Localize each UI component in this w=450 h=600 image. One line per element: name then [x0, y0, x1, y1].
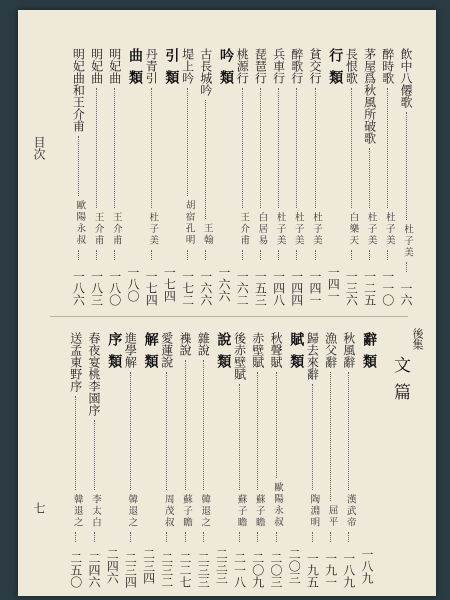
entry-title: 襍說 [178, 332, 192, 356]
category-heading: 吟類 [218, 48, 234, 92]
toc-entry[interactable] [273, 48, 285, 306]
entry-title: 飲中八僊歌 [399, 48, 413, 108]
entry-author: 漢武帝 [344, 493, 356, 528]
entry-page-number: 一二五 [362, 270, 377, 306]
leader-dots [78, 136, 79, 196]
leader-dots [260, 250, 261, 260]
entry-author: 杜子美 [402, 223, 413, 258]
leader-dots [94, 420, 95, 490]
entry-author: 杜子美 [147, 211, 159, 246]
leader-dots [239, 384, 240, 490]
leader-dots [312, 384, 313, 490]
entry-title: 漁父辭 [323, 332, 338, 368]
toc-entry[interactable] [234, 332, 246, 588]
leader-dots [203, 532, 204, 542]
entry-title: 春夜宴桃李園序 [87, 332, 101, 416]
entry-title: 雜說 [196, 332, 211, 356]
leader-dots [257, 532, 258, 542]
leader-dots [187, 250, 188, 260]
toc-entry[interactable] [252, 332, 264, 588]
entry-page-number: 二五〇 [68, 552, 83, 588]
entry-page-number: 一八六 [71, 270, 86, 306]
entry-page-number: 二三二 [159, 552, 174, 588]
toc-entry[interactable] [91, 48, 103, 306]
entry-author: 歐陽永叔 [272, 482, 283, 528]
toc-entry[interactable] [345, 48, 357, 306]
entry-page-number: 二三三 [196, 552, 211, 588]
entry-page-number: 一八〇 [107, 270, 122, 306]
entry-page-number: 一三六 [344, 270, 359, 306]
leader-dots [185, 360, 186, 490]
leader-dots [130, 532, 131, 542]
toc-entry[interactable] [182, 48, 194, 306]
leader-dots [278, 88, 279, 208]
entry-page-number: 一九一 [323, 552, 338, 588]
entry-page-number: 一四四 [289, 270, 304, 306]
category-heading: 辭類 [361, 332, 377, 376]
entry-title: 赤壁賦 [250, 332, 265, 368]
entry-title: 茅屋爲秋風所破歌 [362, 48, 377, 144]
leader-dots [276, 372, 277, 478]
entry-title: 進學解 [123, 332, 138, 368]
toc-entry[interactable] [306, 332, 318, 588]
entry-author: 周茂叔 [162, 493, 174, 528]
entry-title: 歸去來辭 [305, 332, 320, 380]
toc-entry[interactable] [124, 332, 136, 588]
entry-page-number: 一七二 [180, 270, 195, 306]
entry-page-number: 二四六 [87, 552, 101, 588]
page-header-label: 目次 [32, 136, 46, 160]
entry-page-number: 一八九 [341, 552, 356, 588]
leader-dots [75, 532, 76, 542]
leader-dots [278, 250, 279, 260]
leader-dots [242, 88, 243, 208]
category-page-number: 一八〇 [126, 266, 140, 302]
leader-dots [205, 100, 206, 219]
leader-dots [369, 250, 370, 260]
entry-title: 兵車行 [271, 48, 286, 84]
leader-dots [166, 372, 167, 490]
leader-dots [369, 148, 370, 208]
leader-dots [187, 88, 188, 196]
leader-dots [330, 532, 331, 542]
leader-dots [78, 250, 79, 260]
entry-title: 秋聲賦 [269, 332, 283, 368]
entry-page-number: 一七四 [144, 270, 159, 306]
leader-dots [315, 88, 316, 208]
entry-title: 送孟東野序 [68, 332, 83, 392]
entry-title: 醉時歌 [380, 48, 395, 84]
toc-entry[interactable] [325, 332, 337, 588]
category-heading: 行類 [327, 48, 344, 92]
toc-entry[interactable] [145, 48, 157, 306]
leader-dots [166, 532, 167, 542]
category-page-number: 一六六 [217, 266, 231, 302]
leader-dots [296, 88, 297, 208]
category-page-number: 一七四 [162, 266, 177, 302]
leader-dots [406, 262, 407, 272]
leader-dots [312, 532, 313, 542]
leader-dots [387, 250, 388, 260]
toc-entry[interactable] [179, 332, 191, 588]
category-heading: 賦類 [288, 332, 305, 376]
entry-author: 杜子美 [292, 211, 304, 246]
leader-dots [75, 396, 76, 490]
entry-author: 王介甫 [238, 211, 250, 246]
entry-page-number: 一四八 [271, 270, 286, 306]
entry-page-number: 二一八 [232, 552, 247, 588]
part-subtitle: 後集 [411, 328, 424, 350]
entry-author: 白樂天 [347, 211, 359, 246]
entry-author: 歐陽永叔 [74, 200, 86, 246]
entry-author: 韓退之 [126, 493, 138, 528]
leader-dots [185, 532, 186, 542]
entry-title: 貧交行 [308, 48, 322, 84]
entry-page-number: 一六 [399, 282, 413, 306]
leader-dots [205, 250, 206, 260]
leader-dots [94, 532, 95, 542]
leader-dots [351, 250, 352, 260]
entry-page-number: 二〇九 [250, 552, 265, 588]
toc-entry[interactable] [254, 48, 266, 306]
entry-author: 蘇子瞻 [235, 493, 247, 528]
toc-entry[interactable] [309, 48, 321, 306]
toc-entry[interactable] [382, 48, 394, 306]
entry-page-number: 一九五 [305, 552, 320, 588]
entry-author: 李太白 [90, 493, 101, 528]
leader-dots [315, 250, 316, 260]
leader-dots [242, 250, 243, 260]
category-heading: 曲類 [127, 48, 143, 92]
toc-entry[interactable] [70, 332, 82, 588]
entry-title: 堤上吟 [180, 48, 195, 84]
entry-page-number: 二二七 [178, 552, 192, 588]
leader-dots [351, 88, 352, 208]
entry-author: 蘇子瞻 [253, 493, 265, 528]
toc-entry[interactable] [236, 48, 248, 306]
section-divider [50, 316, 408, 317]
category-page-number: 二〇三 [287, 548, 302, 584]
entry-author: 韓退之 [71, 493, 83, 528]
category-heading: 引類 [163, 48, 180, 92]
entry-author: 蘇子瞻 [181, 493, 192, 528]
leader-dots [96, 250, 97, 260]
entry-page-number: 一六二 [235, 270, 250, 306]
category-page-number: 一八九 [360, 548, 374, 584]
entry-author: 陶淵明 [308, 493, 320, 528]
entry-page-number: 一八三 [89, 270, 104, 306]
entry-author: 王介甫 [92, 211, 104, 246]
entry-title: 丹青引 [144, 48, 159, 84]
leader-dots [406, 112, 407, 220]
entry-author: 屈平 [326, 505, 338, 528]
entry-page-number: 二三四 [123, 552, 138, 588]
leader-dots [348, 372, 349, 490]
toc-entry[interactable] [109, 48, 121, 306]
category-page-number: 二四六 [105, 548, 120, 584]
page-number: 七 [32, 502, 46, 514]
toc-entry[interactable] [197, 332, 209, 588]
entry-author: 杜子美 [311, 211, 322, 246]
leader-dots [96, 88, 97, 208]
entry-title: 明妃曲 [107, 48, 122, 84]
entry-title: 長恨歌 [344, 48, 359, 84]
leader-dots [387, 88, 388, 208]
category-page-number: 二三三 [214, 548, 229, 584]
leader-dots [114, 88, 115, 208]
entry-title: 古長城吟 [198, 48, 213, 96]
entry-title: 明妃曲 [89, 48, 104, 84]
leader-dots [130, 372, 131, 490]
toc-entry[interactable] [200, 48, 212, 306]
entry-title: 愛蓮說 [159, 332, 174, 368]
toc-entry[interactable] [270, 332, 282, 588]
toc-entry[interactable] [400, 48, 412, 306]
part-title: 文篇 [390, 356, 410, 410]
entry-title: 後赤壁賦 [232, 332, 247, 380]
toc-entry[interactable] [72, 48, 84, 306]
entry-author: 杜子美 [383, 211, 395, 246]
entry-title: 醉歌行 [289, 48, 304, 84]
toc-entry[interactable] [161, 332, 173, 588]
leader-dots [348, 532, 349, 542]
entry-page-number: 一六六 [198, 270, 213, 306]
leader-dots [151, 250, 152, 260]
entry-author: 白居易 [256, 211, 268, 246]
leader-dots [203, 360, 204, 490]
entry-author: 胡宿孔明 [183, 200, 195, 246]
book-page [18, 10, 436, 596]
leader-dots [296, 250, 297, 260]
category-page-number: 二三四 [141, 548, 156, 584]
entry-author: 王介甫 [110, 211, 122, 246]
leader-dots [260, 88, 261, 208]
category-heading: 序類 [106, 332, 123, 376]
leader-dots [257, 372, 258, 490]
category-heading: 解類 [142, 332, 159, 376]
leader-dots [239, 532, 240, 542]
leader-dots [151, 88, 152, 208]
entry-title: 桃源行 [235, 48, 250, 84]
category-heading: 說類 [215, 332, 232, 376]
entry-page-number: 一四一 [308, 270, 322, 306]
entry-title: 明妃曲和王介甫 [71, 48, 86, 132]
entry-author: 杜子美 [365, 211, 377, 246]
entry-title: 秋風辭 [341, 332, 356, 368]
entry-author: 韓退之 [199, 493, 211, 528]
entry-title: 琵琶行 [253, 48, 268, 84]
toc-entry[interactable] [88, 332, 100, 588]
entry-page-number: 二〇三 [269, 552, 283, 588]
category-page-number: 一四一 [326, 266, 341, 302]
leader-dots [114, 250, 115, 260]
leader-dots [276, 532, 277, 542]
toc-entry[interactable] [291, 48, 303, 306]
leader-dots [330, 372, 331, 501]
toc-entry[interactable] [364, 48, 376, 306]
entry-author: 杜子美 [274, 211, 286, 246]
toc-entry[interactable] [343, 332, 355, 588]
entry-author: 王翰 [201, 223, 213, 246]
entry-page-number: 一一〇 [380, 270, 395, 306]
entry-page-number: 一五三 [253, 270, 268, 306]
